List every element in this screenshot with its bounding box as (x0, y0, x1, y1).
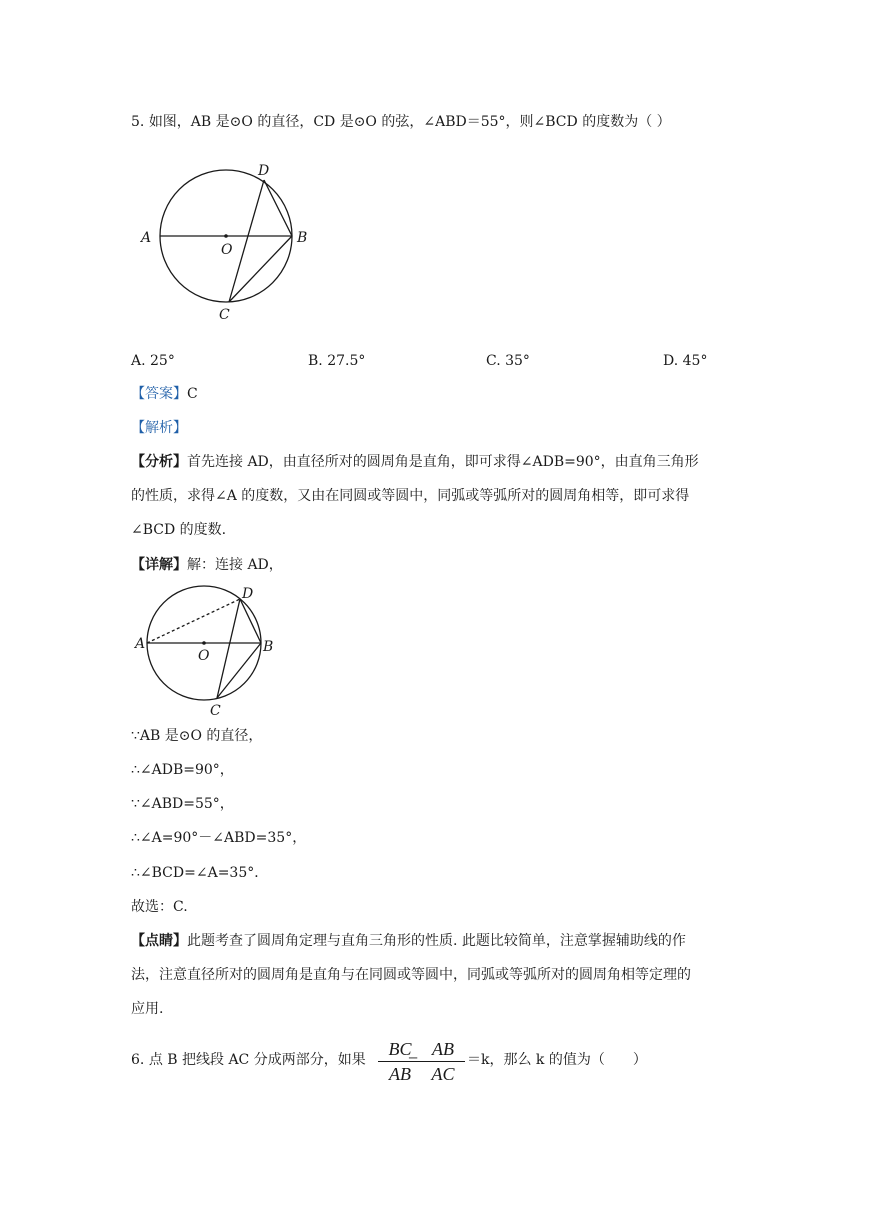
fenxi-text-1: 首先连接 AD，由直径所对的圆周角是直角，即可求得∠ADB=90°，由直角三角形 (187, 454, 699, 470)
solution-line-1: ∵AB 是⊙O 的直径， (131, 728, 263, 744)
option-d: D. 45° (663, 353, 708, 369)
q5-figure (140, 160, 320, 325)
answer-tag: 【答案】 (131, 386, 187, 402)
q6-stem-before (131, 1050, 366, 1070)
solution-line-4: ∴∠A=90°－∠ABD=35°， (131, 830, 307, 846)
solution-line-6: 故选：C. (131, 899, 188, 915)
option-c: C. 35° (486, 353, 530, 369)
fenxi-tag: 【分析】 (131, 454, 187, 470)
dianjing-line-1 (131, 931, 686, 951)
label-o: O (221, 242, 233, 258)
analysis-tag: 【解析】 (131, 420, 187, 436)
answer-line (131, 384, 198, 404)
solution-line-2: ∴∠ADB=90°， (131, 762, 234, 778)
label-c: C (219, 307, 230, 323)
label-a: A (141, 230, 152, 246)
xiangjie-line (131, 555, 283, 575)
q6-fraction-2 (421, 1038, 465, 1085)
q5-stem-text: 如图，AB 是⊙O 的直径，CD 是⊙O 的弦，∠ABD＝55°，则∠BCD 的度数为（ ） (148, 114, 671, 130)
option-b: B. 27.5° (308, 353, 366, 369)
option-a: A. 25° (131, 353, 175, 369)
q6-number: 6. (131, 1052, 145, 1068)
answer-value: C (187, 386, 198, 402)
solution-line-5: ∴∠BCD=∠A=35°． (131, 865, 269, 881)
q6-equals: = (408, 1050, 419, 1070)
q6-stem-after: ＝k，那么 k 的值为（ ） (467, 1052, 647, 1068)
label-b: B (297, 230, 308, 246)
label-o-2: O (198, 648, 210, 664)
q5-number: 5. (131, 114, 145, 130)
q5-stem (131, 112, 671, 132)
q6-text-before: 点 B 把线段 AC 分成两部分，如果 (148, 1052, 366, 1068)
label-a-2: A (135, 636, 146, 652)
solution-figure (133, 583, 283, 718)
chord-bd (264, 180, 292, 236)
center-point (224, 234, 228, 238)
dianjing-line-3: 应用. (131, 1001, 164, 1017)
fenxi-line-3: ∠BCD 的度数. (131, 522, 227, 538)
center-point-2 (202, 641, 206, 645)
dianjing-line-2: 法，注意直径所对的圆周角是直角与在同圆或等圆中，同弧或等弧所对的圆周角相等定理的 (131, 967, 691, 983)
dianjing-tag: 【点睛】 (131, 933, 187, 949)
q6-frac1-denominator: AB (389, 1064, 411, 1084)
xiangjie-text: 解：连接 AD， (187, 557, 283, 573)
chord-bd-2 (240, 599, 261, 643)
q6-frac1-numerator: BC (378, 1038, 422, 1062)
fenxi-line-2: 的性质，求得∠A 的度数，又由在同圆或等圆中，同弧或等弧所对的圆周角相等，即可求得 (131, 488, 690, 504)
label-b-2: B (263, 639, 274, 655)
fenxi-line-1 (131, 452, 699, 472)
xiangjie-tag: 【详解】 (131, 557, 187, 573)
label-c-2: C (210, 703, 221, 719)
q6-frac2-numerator: AB (421, 1038, 465, 1062)
solution-line-3: ∵∠ABD=55°， (131, 796, 234, 812)
dianjing-text-1: 此题考查了圆周角定理与直角三角形的性质. 此题比较简单，注意掌握辅助线的作 (187, 933, 686, 949)
label-d-2: D (242, 586, 254, 602)
q6-frac2-denominator: AC (431, 1064, 455, 1084)
label-d: D (258, 163, 270, 179)
